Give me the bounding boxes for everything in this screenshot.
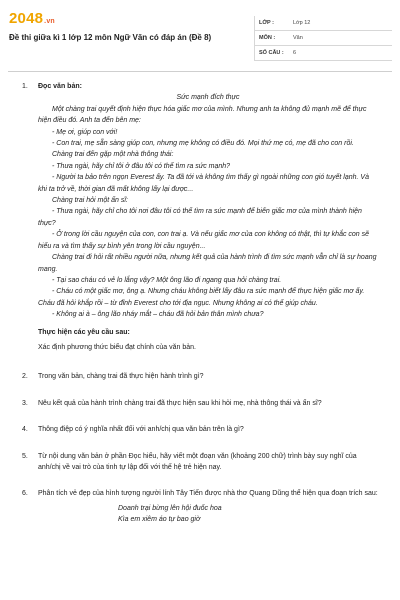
meta-label: SỐ CÂU : — [259, 50, 284, 56]
story-paragraph: - Cháu có một giấc mơ, ông ạ. Nhưng cháu không biết lấy đâu ra sức mạnh để thực hiện giấc mơ ấy. Cháu đã hỏi khắp rồi – từ đỉnh Everest cho tới địa ngục. Nhưng không ai có thể giúp cháu. — [38, 288, 365, 307]
meta-value: 6 — [293, 50, 297, 56]
meta-row-count — [255, 46, 392, 61]
story-title: Sức mạnh đích thực — [176, 94, 240, 102]
story-paragraph: - Tại sao cháu có vẻ lo lắng vậy? Một ông lão đi ngang qua hỏi chàng trai. — [52, 276, 282, 284]
question-2 — [22, 371, 378, 382]
header-divider — [8, 71, 392, 72]
question-text: Phân tích vẻ đẹp của hình tượng người lính Tây Tiến được nhà thơ Quang Dũng thể hiện qua đoạn trích sau: — [38, 490, 378, 498]
story-paragraph: - Thưa ngài, hãy chỉ tôi ở đâu tôi có thể tìm ra sức mạnh? — [52, 162, 231, 170]
reading-label: Đọc văn bản: — [38, 83, 82, 90]
logo-text: 2048 — [9, 10, 44, 27]
task-text: Xác định phương thức biểu đạt chính của văn bản. — [38, 343, 196, 351]
question-text: Thông điệp có ý nghĩa nhất đối với anh/chị qua văn bản trên là gì? — [38, 426, 244, 434]
question-5 — [22, 451, 378, 474]
story-paragraph: Chàng trai hỏi một ẩn sĩ: — [52, 197, 128, 205]
question-3 — [22, 398, 378, 409]
exam-content — [22, 81, 378, 526]
story-paragraph: - Ở trong lời cầu nguyện của con, con trai ạ. Và nếu giấc mơ của con không có thật, thì tự khắc con sẽ hiểu ra và tìm thấy sự bình yên trong lời cầu nguyện... — [38, 231, 370, 250]
question-4 — [22, 424, 378, 435]
question-number: 4. — [22, 426, 28, 434]
question-1 — [22, 81, 378, 353]
story-paragraph: - Con trai, mẹ sẵn sàng giúp con, nhưng mẹ không có điều đó. Mọi thứ mẹ có, mẹ đã cho con rồi. — [52, 140, 354, 148]
page-title: Đề thi giữa kì 1 lớp 12 môn Ngữ Văn có đáp án (Đề 8) — [9, 33, 212, 42]
question-number: 2. — [22, 373, 28, 381]
meta-label: LỚP : — [259, 20, 274, 26]
exam-meta-table — [254, 16, 392, 61]
meta-row-subject — [255, 31, 392, 46]
question-text: Trong văn bản, chàng trai đã thực hiện hành trình gì? — [38, 373, 204, 381]
question-number: 6. — [22, 490, 28, 498]
story-paragraph: Chàng trai đến gặp một nhà thông thái: — [52, 151, 174, 159]
question-number: 5. — [22, 452, 28, 460]
meta-label: MÔN : — [259, 35, 276, 41]
poem-line: Doanh trại bừng lên hội đuốc hoa — [118, 504, 222, 512]
question-text: Nêu kết quả của hành trình chàng trai đã thực hiện sau khi hỏi mẹ, nhà thông thái và ẩn sĩ? — [38, 399, 322, 407]
question-number: 3. — [22, 399, 28, 407]
site-logo[interactable] — [9, 10, 55, 27]
task-label: Thực hiện các yêu cầu sau: — [38, 328, 130, 336]
story-paragraph: - Không ai à – ông lão nháy mắt – cháu đã hỏi bản thân mình chưa? — [52, 311, 264, 319]
story-paragraph: - Mẹ ơi, giúp con với! — [52, 128, 118, 136]
meta-value: Lớp 12 — [293, 20, 311, 26]
question-number: 1. — [22, 83, 28, 90]
question-6 — [22, 488, 378, 525]
question-text: Từ nội dung văn bản ở phần Đọc hiểu, hãy viết một đoạn văn (khoảng 200 chữ) trình bày suy nghĩ của anh/chị về vai trò của tinh tự lập đối với thế hệ trẻ hiện nay. — [38, 452, 357, 471]
meta-value: Văn — [293, 35, 303, 41]
story-text — [38, 104, 378, 321]
page-header — [8, 8, 392, 63]
story-paragraph: - Thưa ngài, hãy chỉ cho tôi nơi đâu tôi có thể tìm ra sức mạnh để biến giấc mơ của mình thành hiện thực? — [38, 208, 362, 227]
logo-suffix: .vn — [44, 18, 55, 25]
meta-row-class — [255, 16, 392, 31]
poem-line: Kìa em xiêm áo tự bao giờ — [118, 516, 201, 524]
story-paragraph: Một chàng trai quyết định hiện thực hóa giấc mơ của mình. Nhưng anh ta không đủ mạnh mẽ để thực hiện điều đó. Anh ta đến bên mẹ: — [38, 105, 367, 125]
story-paragraph: - Người ta bảo trên ngọn Everest ấy. Ta đã tới và không tìm thấy gì ngoài những con gió tuyết lạnh. Và khi ta trở về, thời gian đã mất không lấy lại được... — [38, 174, 369, 193]
story-paragraph: Chàng trai đi hỏi rất nhiều người nữa, nhưng kết quả của hành trình đi tìm sức mạnh vẫn chỉ là sự hoang mang. — [38, 254, 377, 273]
